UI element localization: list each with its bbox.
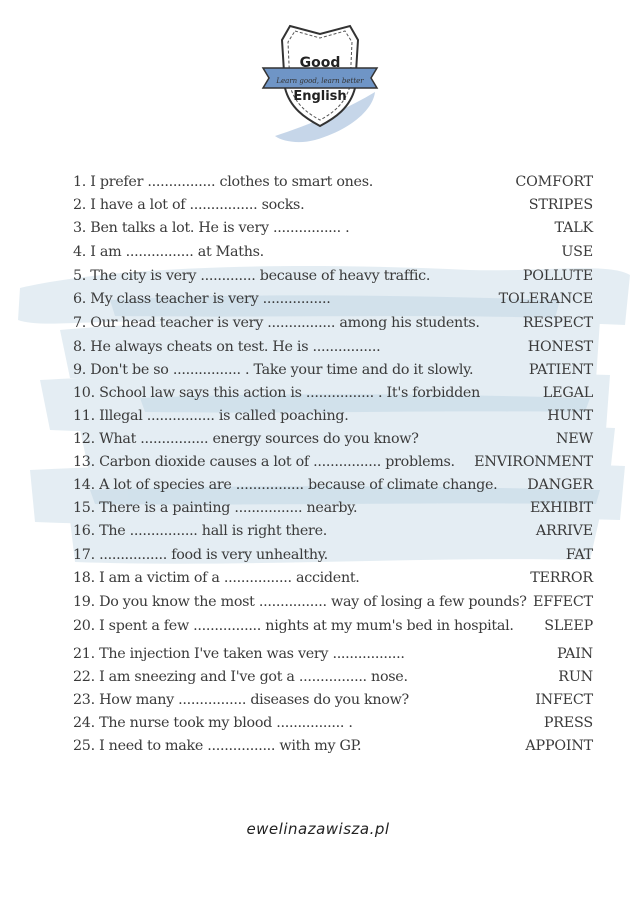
exercise-row [73, 692, 593, 714]
exercise-sentence [73, 244, 264, 260]
base-word: HONEST [527, 339, 593, 355]
exercise-number: 19. [73, 594, 95, 610]
exercise-sentence [73, 197, 304, 213]
base-word: STRIPES [528, 197, 593, 213]
exercise-number: 15. [73, 500, 95, 516]
exercise-row [73, 385, 593, 407]
base-word: EFFECT [533, 594, 593, 610]
logo-motto: Learn good, learn better [276, 77, 364, 85]
exercise-row [73, 362, 593, 384]
base-word: EXHIBIT [529, 500, 593, 516]
exercise-row [73, 268, 593, 290]
base-word: NEW [555, 431, 593, 447]
exercise-number: 9. [73, 362, 87, 378]
base-word: TOLERANCE [498, 291, 593, 307]
exercise-number: 20. [73, 618, 95, 634]
exercise-row [73, 547, 593, 569]
exercise-text: What ................ energy sources do you know? [99, 431, 419, 447]
base-word: TALK [554, 220, 593, 236]
exercise-text: I am a victim of a ................ accident. [99, 570, 360, 586]
exercise-row [73, 454, 593, 476]
base-word: PATIENT [528, 362, 593, 378]
exercise-number: 16. [73, 523, 95, 539]
base-word: DANGER [527, 477, 593, 493]
exercise-number: 6. [73, 291, 87, 307]
exercise-sentence [73, 385, 480, 401]
logo-text-good: Good [299, 55, 341, 71]
base-word: PAIN [557, 646, 593, 662]
exercise-row [73, 244, 593, 266]
exercise-row [73, 315, 593, 337]
exercise-text: The nurse took my blood ................ . [99, 715, 353, 731]
exercise-sentence [73, 646, 405, 662]
exercise-text: Illegal ................ is called poaching. [99, 408, 349, 424]
exercise-text: He always cheats on test. He is ................ [90, 339, 381, 355]
exercise-text: My class teacher is very ................ [90, 291, 331, 307]
base-word: ARRIVE [535, 523, 593, 539]
exercise-number: 14. [73, 477, 95, 493]
base-word: ENVIRONMENT [474, 454, 593, 470]
exercise-number: 3. [73, 220, 87, 236]
exercise-text: Ben talks a lot. He is very ................ . [90, 220, 350, 236]
exercise-number: 21. [73, 646, 95, 662]
exercise-text: I prefer ................ clothes to smart ones. [90, 174, 374, 190]
exercise-sentence [73, 547, 328, 563]
exercise-text: The injection I've taken was very ................. [99, 646, 405, 662]
exercise-text: Don't be so ................ . Take your time and do it slowly. [90, 362, 474, 378]
base-word: FAT [565, 547, 593, 563]
exercise-row [73, 220, 593, 242]
logo-text-english: English [293, 89, 347, 104]
exercise-number: 24. [73, 715, 95, 731]
exercise-row [73, 594, 593, 616]
exercise-number: 17. [73, 547, 95, 563]
exercise-sentence [73, 669, 408, 685]
exercise-text: A lot of species are ................ because of climate change. [99, 477, 498, 493]
exercise-text: There is a painting ................ nearby. [99, 500, 358, 516]
exercise-number: 5. [73, 268, 87, 284]
exercise-row [73, 431, 593, 453]
exercise-number: 2. [73, 197, 87, 213]
exercise-sentence [73, 594, 527, 610]
base-word: POLLUTE [522, 268, 593, 284]
base-word: PRESS [543, 715, 593, 731]
base-word: INFECT [535, 692, 593, 708]
exercise-text: School law says this action is ................ . It's forbidden [99, 385, 480, 401]
exercise-text: I spent a few ................ nights at my mum's bed in hospital. [99, 618, 514, 634]
exercise-text: I have a lot of ................ socks. [90, 197, 305, 213]
exercise-text: The ................ hall is right there. [99, 523, 327, 539]
exercise-number: 8. [73, 339, 87, 355]
base-word: RUN [558, 669, 593, 685]
base-word: TERROR [530, 570, 593, 586]
exercise-row [73, 738, 593, 760]
exercise-sentence [73, 268, 430, 284]
exercise-sentence [73, 715, 353, 731]
exercise-number: 23. [73, 692, 95, 708]
exercise-sentence [73, 500, 357, 516]
exercise-row [73, 669, 593, 691]
exercise-row [73, 339, 593, 361]
exercise-sentence [73, 692, 409, 708]
exercise-number: 25. [73, 738, 95, 754]
exercise-number: 12. [73, 431, 95, 447]
exercise-sentence [73, 618, 514, 634]
exercise-text: I am sneezing and I've got a ................ nose. [99, 669, 408, 685]
exercise-row [73, 477, 593, 499]
exercise-text: Our head teacher is very ................ among his students. [90, 315, 480, 331]
exercise-row [73, 291, 593, 313]
exercise-sentence [73, 291, 331, 307]
exercise-sentence [73, 220, 349, 236]
exercise-text: I need to make ................ with my GP. [99, 738, 362, 754]
exercise-text: The city is very ............. because of heavy traffic. [90, 268, 431, 284]
exercise-row [73, 408, 593, 430]
exercise-sentence [73, 339, 380, 355]
exercise-number: 7. [73, 315, 87, 331]
exercise-sentence [73, 315, 480, 331]
exercise-sentence [73, 570, 360, 586]
exercise-number: 22. [73, 669, 95, 685]
exercise-number: 10. [73, 385, 95, 401]
base-word: SLEEP [544, 618, 593, 634]
exercise-sentence [73, 174, 373, 190]
base-word: COMFORT [515, 174, 593, 190]
exercise-number: 13. [73, 454, 95, 470]
exercise-number: 11. [73, 408, 95, 424]
exercise-row [73, 715, 593, 737]
exercise-row [73, 197, 593, 219]
base-word: RESPECT [522, 315, 593, 331]
exercise-text: Carbon dioxide causes a lot of ................ problems. [99, 454, 455, 470]
exercise-row [73, 174, 593, 196]
base-word: LEGAL [542, 385, 593, 401]
exercise-number: 1. [73, 174, 87, 190]
exercise-row [73, 618, 593, 640]
exercise-row [73, 500, 593, 522]
exercise-number: 4. [73, 244, 87, 260]
exercise-text: Do you know the most ................ way of losing a few pounds? [99, 594, 527, 610]
exercise-text: How many ................ diseases do you know? [99, 692, 409, 708]
exercise-text: I am ................ at Maths. [90, 244, 264, 260]
exercise-number: 18. [73, 570, 95, 586]
exercise-sentence [73, 408, 348, 424]
base-word: HUNT [547, 408, 593, 424]
exercise-sentence [73, 738, 361, 754]
exercise-text: ................ food is very unhealthy. [99, 547, 328, 563]
exercise-sentence [73, 454, 455, 470]
exercise-row [73, 523, 593, 545]
exercise-sentence [73, 523, 327, 539]
base-word: APPOINT [525, 738, 593, 754]
exercise-row [73, 646, 593, 668]
exercise-sentence [73, 477, 497, 493]
exercise-row [73, 570, 593, 592]
exercise-sentence [73, 431, 419, 447]
base-word: USE [561, 244, 593, 260]
exercise-sentence [73, 362, 473, 378]
footer-website: ewelinazawisza.pl [246, 820, 390, 838]
